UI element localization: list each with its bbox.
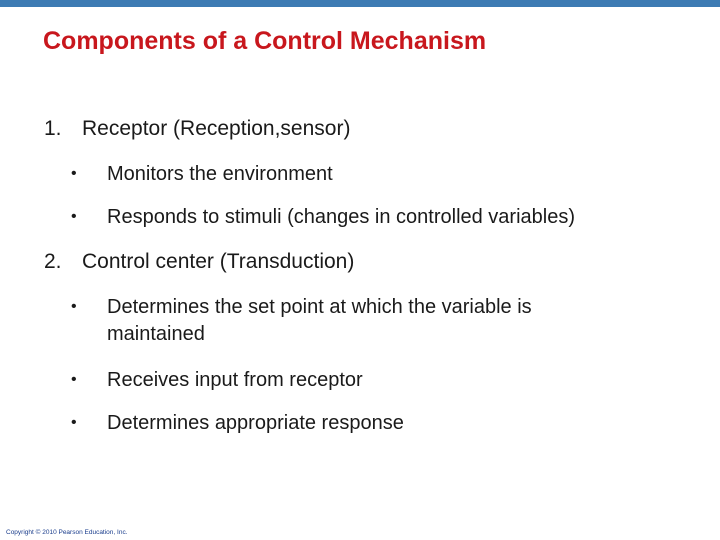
section-number: 2. — [44, 250, 62, 273]
section-number: 1. — [44, 117, 62, 140]
bullet-dot: • — [71, 165, 77, 182]
copyright-footer: Copyright © 2010 Pearson Education, Inc. — [6, 529, 128, 536]
bullet-text: maintained — [107, 323, 205, 345]
section-heading: Receptor (Reception,sensor) — [82, 117, 351, 140]
section-control-center — [44, 250, 354, 274]
bullet-dot: • — [71, 371, 77, 388]
section-receptor — [44, 117, 350, 141]
bullet-dot: • — [71, 208, 77, 225]
top-accent-bar — [0, 0, 720, 7]
slide-title: Components of a Control Mechanism — [43, 27, 487, 55]
bullet-text: Determines the set point at which the variable is — [107, 296, 532, 318]
bullet-text: Monitors the environment — [107, 163, 333, 185]
bullet-text: Responds to stimuli (changes in controlled variables) — [107, 206, 576, 228]
bullet-dot: • — [71, 414, 77, 431]
bullet-text: Determines appropriate response — [107, 412, 404, 434]
bullet-text: Receives input from receptor — [107, 369, 363, 391]
section-heading: Control center (Transduction) — [82, 250, 355, 273]
bullet-dot: • — [71, 298, 77, 315]
